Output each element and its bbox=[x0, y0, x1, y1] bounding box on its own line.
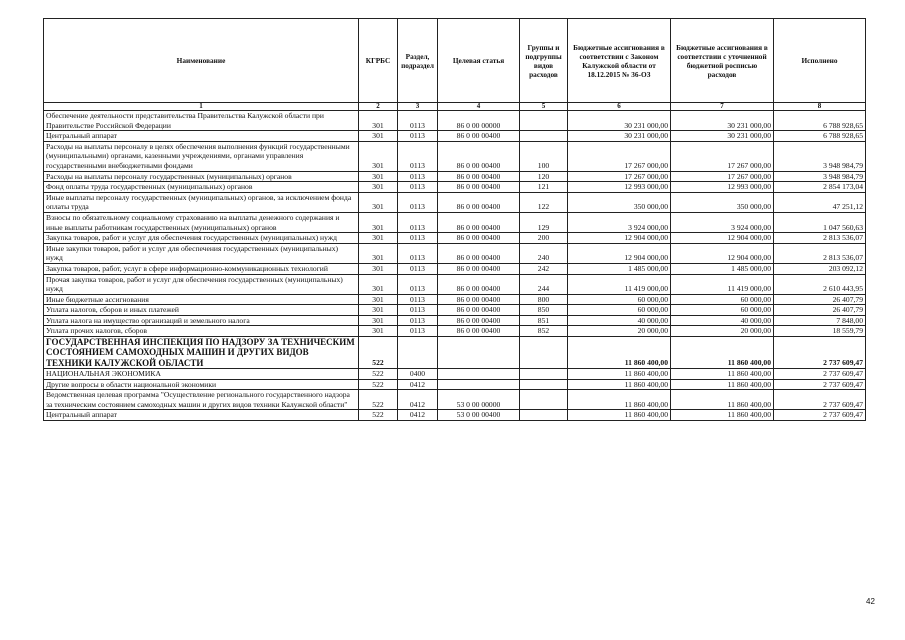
row-kgrbs: 301 bbox=[359, 243, 398, 263]
row-section: 0113 bbox=[398, 171, 438, 182]
row-kgrbs: 522 bbox=[359, 368, 398, 379]
row-law-allocation: 11 419 000,00 bbox=[568, 274, 671, 294]
row-law-allocation: 11 860 400,00 bbox=[568, 337, 671, 369]
row-kgrbs: 301 bbox=[359, 326, 398, 337]
row-kgrbs: 301 bbox=[359, 315, 398, 326]
row-revised-allocation: 11 860 400,00 bbox=[671, 368, 774, 379]
row-law-allocation: 12 904 000,00 bbox=[568, 233, 671, 244]
row-executed: 2 854 173,04 bbox=[774, 182, 866, 193]
row-expense-group: 244 bbox=[520, 274, 568, 294]
row-executed: 18 559,79 bbox=[774, 326, 866, 337]
row-target-item: 86 0 00 00400 bbox=[438, 305, 520, 316]
table-row bbox=[44, 294, 866, 305]
table-row bbox=[44, 315, 866, 326]
row-law-allocation: 17 267 000,00 bbox=[568, 171, 671, 182]
table-row bbox=[44, 233, 866, 244]
row-revised-allocation: 30 231 000,00 bbox=[671, 111, 774, 131]
row-section bbox=[398, 337, 438, 369]
row-law-allocation: 17 267 000,00 bbox=[568, 141, 671, 171]
row-kgrbs: 522 bbox=[359, 337, 398, 369]
column-number: 1 bbox=[44, 103, 359, 111]
row-section: 0113 bbox=[398, 305, 438, 316]
row-name: Расходы на выплаты персоналу в целях обеспечения выполнения функций государственными (муниципальными) органами, казенными учреждениями, органами управления государственными внебюджетными фондами bbox=[44, 141, 359, 171]
row-revised-allocation: 11 860 400,00 bbox=[671, 379, 774, 390]
table-body bbox=[44, 111, 866, 421]
row-law-allocation: 350 000,00 bbox=[568, 192, 671, 212]
row-law-allocation: 12 904 000,00 bbox=[568, 243, 671, 263]
row-executed: 2 737 609,47 bbox=[774, 390, 866, 410]
row-target-item: 53 0 00 00000 bbox=[438, 390, 520, 410]
row-revised-allocation: 40 000,00 bbox=[671, 315, 774, 326]
row-kgrbs: 301 bbox=[359, 131, 398, 142]
table-row bbox=[44, 212, 866, 232]
table-row bbox=[44, 141, 866, 171]
row-executed: 203 092,12 bbox=[774, 263, 866, 274]
row-expense-group: 800 bbox=[520, 294, 568, 305]
table-row bbox=[44, 274, 866, 294]
row-law-allocation: 11 860 400,00 bbox=[568, 410, 671, 421]
row-kgrbs: 522 bbox=[359, 379, 398, 390]
column-number-row bbox=[44, 103, 866, 111]
header-name: Наименование bbox=[44, 19, 359, 103]
table-row bbox=[44, 182, 866, 193]
header-section: Раздел, подраздел bbox=[398, 19, 438, 103]
row-name: ГОСУДАРСТВЕННАЯ ИНСПЕКЦИЯ ПО НАДЗОРУ ЗА ТЕХНИЧЕСКИМ СОСТОЯНИЕМ САМОХОДНЫХ МАШИН И ДРУГИХ ВИДОВ ТЕХНИКИ КАЛУЖСКОЙ ОБЛАСТИ bbox=[44, 337, 359, 369]
row-law-allocation: 30 231 000,00 bbox=[568, 131, 671, 142]
row-executed: 2 813 536,07 bbox=[774, 243, 866, 263]
row-section: 0113 bbox=[398, 212, 438, 232]
row-revised-allocation: 20 000,00 bbox=[671, 326, 774, 337]
row-target-item: 86 0 00 00000 bbox=[438, 111, 520, 131]
row-expense-group: 100 bbox=[520, 141, 568, 171]
row-expense-group bbox=[520, 390, 568, 410]
row-expense-group bbox=[520, 337, 568, 369]
row-executed: 3 948 984,79 bbox=[774, 171, 866, 182]
row-expense-group bbox=[520, 111, 568, 131]
row-name: Другие вопросы в области национальной экономики bbox=[44, 379, 359, 390]
table-row bbox=[44, 305, 866, 316]
row-name: Иные выплаты персоналу государственных (муниципальных) органов, за исключением фонда оплаты труда bbox=[44, 192, 359, 212]
row-revised-allocation: 12 993 000,00 bbox=[671, 182, 774, 193]
row-kgrbs: 301 bbox=[359, 182, 398, 193]
header-target-item: Целевая статья bbox=[438, 19, 520, 103]
row-section: 0113 bbox=[398, 111, 438, 131]
row-executed: 1 047 560,63 bbox=[774, 212, 866, 232]
row-kgrbs: 301 bbox=[359, 141, 398, 171]
row-kgrbs: 522 bbox=[359, 410, 398, 421]
row-expense-group: 200 bbox=[520, 233, 568, 244]
row-target-item: 86 0 00 00400 bbox=[438, 263, 520, 274]
table-row bbox=[44, 326, 866, 337]
column-number: 2 bbox=[359, 103, 398, 111]
row-law-allocation: 11 860 400,00 bbox=[568, 390, 671, 410]
row-kgrbs: 301 bbox=[359, 111, 398, 131]
row-revised-allocation: 11 860 400,00 bbox=[671, 390, 774, 410]
row-name: Фонд оплаты труда государственных (муниципальных) органов bbox=[44, 182, 359, 193]
row-executed: 6 788 928,65 bbox=[774, 111, 866, 131]
row-law-allocation: 3 924 000,00 bbox=[568, 212, 671, 232]
row-target-item: 86 0 00 00400 bbox=[438, 274, 520, 294]
row-target-item: 86 0 00 00400 bbox=[438, 182, 520, 193]
row-revised-allocation: 3 924 000,00 bbox=[671, 212, 774, 232]
row-target-item: 86 0 00 00400 bbox=[438, 212, 520, 232]
header-kgrbs: КГРБС bbox=[359, 19, 398, 103]
row-executed: 26 407,79 bbox=[774, 294, 866, 305]
table-row bbox=[44, 390, 866, 410]
row-section: 0113 bbox=[398, 274, 438, 294]
row-expense-group: 122 bbox=[520, 192, 568, 212]
column-number: 4 bbox=[438, 103, 520, 111]
row-target-item: 86 0 00 00400 bbox=[438, 233, 520, 244]
row-section: 0113 bbox=[398, 326, 438, 337]
header-revised-allocations: Бюджетные ассигнования в соответствии с уточненной бюджетной росписью расходов bbox=[671, 19, 774, 103]
row-target-item bbox=[438, 337, 520, 369]
row-name: Закупка товаров, работ, услуг в сфере информационно-коммуникационных технологий bbox=[44, 263, 359, 274]
row-target-item: 86 0 00 00400 bbox=[438, 243, 520, 263]
column-number: 6 bbox=[568, 103, 671, 111]
row-name: Уплата налога на имущество организаций и земельного налога bbox=[44, 315, 359, 326]
row-law-allocation: 20 000,00 bbox=[568, 326, 671, 337]
row-expense-group: 240 bbox=[520, 243, 568, 263]
row-expense-group: 850 bbox=[520, 305, 568, 316]
row-executed: 2 737 609,47 bbox=[774, 410, 866, 421]
page-number: 42 bbox=[866, 597, 875, 606]
row-section: 0113 bbox=[398, 315, 438, 326]
table-header-row bbox=[44, 19, 866, 103]
row-name: НАЦИОНАЛЬНАЯ ЭКОНОМИКА bbox=[44, 368, 359, 379]
row-kgrbs: 301 bbox=[359, 263, 398, 274]
row-kgrbs: 301 bbox=[359, 233, 398, 244]
table-row bbox=[44, 171, 866, 182]
table-row bbox=[44, 368, 866, 379]
row-expense-group: 129 bbox=[520, 212, 568, 232]
row-law-allocation: 11 860 400,00 bbox=[568, 368, 671, 379]
row-section: 0412 bbox=[398, 379, 438, 390]
row-expense-group: 852 bbox=[520, 326, 568, 337]
row-expense-group: 121 bbox=[520, 182, 568, 193]
row-kgrbs: 301 bbox=[359, 192, 398, 212]
row-executed: 7 848,00 bbox=[774, 315, 866, 326]
row-law-allocation: 30 231 000,00 bbox=[568, 111, 671, 131]
row-name: Уплата прочих налогов, сборов bbox=[44, 326, 359, 337]
row-target-item: 86 0 00 00400 bbox=[438, 192, 520, 212]
row-expense-group: 242 bbox=[520, 263, 568, 274]
row-name: Ведомственная целевая программа "Осуществление регионального государственного надзора за техническим состоянием самоходных машин и других видов техники Калужской области" bbox=[44, 390, 359, 410]
row-expense-group: 851 bbox=[520, 315, 568, 326]
row-kgrbs: 301 bbox=[359, 212, 398, 232]
row-target-item: 86 0 00 00400 bbox=[438, 141, 520, 171]
header-expense-group: Группы и подгруппы видов расходов bbox=[520, 19, 568, 103]
row-law-allocation: 60 000,00 bbox=[568, 294, 671, 305]
row-executed: 2 610 443,95 bbox=[774, 274, 866, 294]
row-kgrbs: 301 bbox=[359, 171, 398, 182]
row-section: 0412 bbox=[398, 390, 438, 410]
table-row bbox=[44, 263, 866, 274]
row-target-item: 86 0 00 00400 bbox=[438, 171, 520, 182]
row-revised-allocation: 17 267 000,00 bbox=[671, 141, 774, 171]
table-row bbox=[44, 192, 866, 212]
row-revised-allocation: 11 860 400,00 bbox=[671, 410, 774, 421]
row-name: Иные бюджетные ассигнования bbox=[44, 294, 359, 305]
table-row bbox=[44, 337, 866, 369]
row-expense-group bbox=[520, 410, 568, 421]
row-kgrbs: 522 bbox=[359, 390, 398, 410]
row-law-allocation: 40 000,00 bbox=[568, 315, 671, 326]
column-number: 3 bbox=[398, 103, 438, 111]
header-law-allocations: Бюджетные ассигнования в соответствии с Законом Калужской области от 18.12.2015 № 36-ОЗ bbox=[568, 19, 671, 103]
row-executed: 2 813 536,07 bbox=[774, 233, 866, 244]
row-executed: 26 407,79 bbox=[774, 305, 866, 316]
table-row bbox=[44, 243, 866, 263]
table-row bbox=[44, 131, 866, 142]
row-section: 0113 bbox=[398, 294, 438, 305]
budget-execution-table bbox=[43, 18, 866, 421]
row-section: 0113 bbox=[398, 182, 438, 193]
row-section: 0113 bbox=[398, 263, 438, 274]
row-revised-allocation: 17 267 000,00 bbox=[671, 171, 774, 182]
column-number: 7 bbox=[671, 103, 774, 111]
row-section: 0400 bbox=[398, 368, 438, 379]
column-number: 8 bbox=[774, 103, 866, 111]
row-name: Закупка товаров, работ и услуг для обеспечения государственных (муниципальных) нужд bbox=[44, 233, 359, 244]
row-executed: 47 251,12 bbox=[774, 192, 866, 212]
row-name: Взносы по обязательному социальному страхованию на выплаты денежного содержания и иные выплаты работникам государственных (муниципальных) органов bbox=[44, 212, 359, 232]
row-target-item: 86 0 00 00400 bbox=[438, 294, 520, 305]
row-name: Иные закупки товаров, работ и услуг для обеспечения государственных (муниципальных) нужд bbox=[44, 243, 359, 263]
row-law-allocation: 1 485 000,00 bbox=[568, 263, 671, 274]
row-expense-group bbox=[520, 379, 568, 390]
row-name: Уплата налогов, сборов и иных платежей bbox=[44, 305, 359, 316]
row-expense-group bbox=[520, 131, 568, 142]
row-kgrbs: 301 bbox=[359, 274, 398, 294]
row-section: 0113 bbox=[398, 192, 438, 212]
row-target-item: 86 0 00 00400 bbox=[438, 131, 520, 142]
table-row bbox=[44, 379, 866, 390]
row-revised-allocation: 1 485 000,00 bbox=[671, 263, 774, 274]
row-section: 0412 bbox=[398, 410, 438, 421]
row-revised-allocation: 60 000,00 bbox=[671, 305, 774, 316]
row-executed: 2 737 609,47 bbox=[774, 337, 866, 369]
row-target-item: 86 0 00 00400 bbox=[438, 315, 520, 326]
row-revised-allocation: 60 000,00 bbox=[671, 294, 774, 305]
row-name: Обеспечение деятельности представительства Правительства Калужской области при Правительстве Российской Федерации bbox=[44, 111, 359, 131]
header-executed: Исполнено bbox=[774, 19, 866, 103]
column-number: 5 bbox=[520, 103, 568, 111]
row-law-allocation: 11 860 400,00 bbox=[568, 379, 671, 390]
row-revised-allocation: 11 860 400,00 bbox=[671, 337, 774, 369]
row-expense-group bbox=[520, 368, 568, 379]
row-revised-allocation: 30 231 000,00 bbox=[671, 131, 774, 142]
row-revised-allocation: 350 000,00 bbox=[671, 192, 774, 212]
row-executed: 3 948 984,79 bbox=[774, 141, 866, 171]
row-section: 0113 bbox=[398, 131, 438, 142]
row-name: Центральный аппарат bbox=[44, 131, 359, 142]
row-section: 0113 bbox=[398, 141, 438, 171]
row-target-item: 53 0 00 00400 bbox=[438, 410, 520, 421]
row-executed: 6 788 928,65 bbox=[774, 131, 866, 142]
row-section: 0113 bbox=[398, 233, 438, 244]
row-name: Прочая закупка товаров, работ и услуг для обеспечения государственных (муниципальных) нужд bbox=[44, 274, 359, 294]
row-revised-allocation: 12 904 000,00 bbox=[671, 233, 774, 244]
row-law-allocation: 60 000,00 bbox=[568, 305, 671, 316]
row-law-allocation: 12 993 000,00 bbox=[568, 182, 671, 193]
table-row bbox=[44, 410, 866, 421]
row-kgrbs: 301 bbox=[359, 294, 398, 305]
row-executed: 2 737 609,47 bbox=[774, 368, 866, 379]
row-target-item bbox=[438, 368, 520, 379]
row-name: Центральный аппарат bbox=[44, 410, 359, 421]
row-kgrbs: 301 bbox=[359, 305, 398, 316]
row-executed: 2 737 609,47 bbox=[774, 379, 866, 390]
row-name: Расходы на выплаты персоналу государственных (муниципальных) органов bbox=[44, 171, 359, 182]
row-section: 0113 bbox=[398, 243, 438, 263]
row-revised-allocation: 12 904 000,00 bbox=[671, 243, 774, 263]
row-expense-group: 120 bbox=[520, 171, 568, 182]
row-revised-allocation: 11 419 000,00 bbox=[671, 274, 774, 294]
row-target-item: 86 0 00 00400 bbox=[438, 326, 520, 337]
table-row bbox=[44, 111, 866, 131]
row-target-item bbox=[438, 379, 520, 390]
